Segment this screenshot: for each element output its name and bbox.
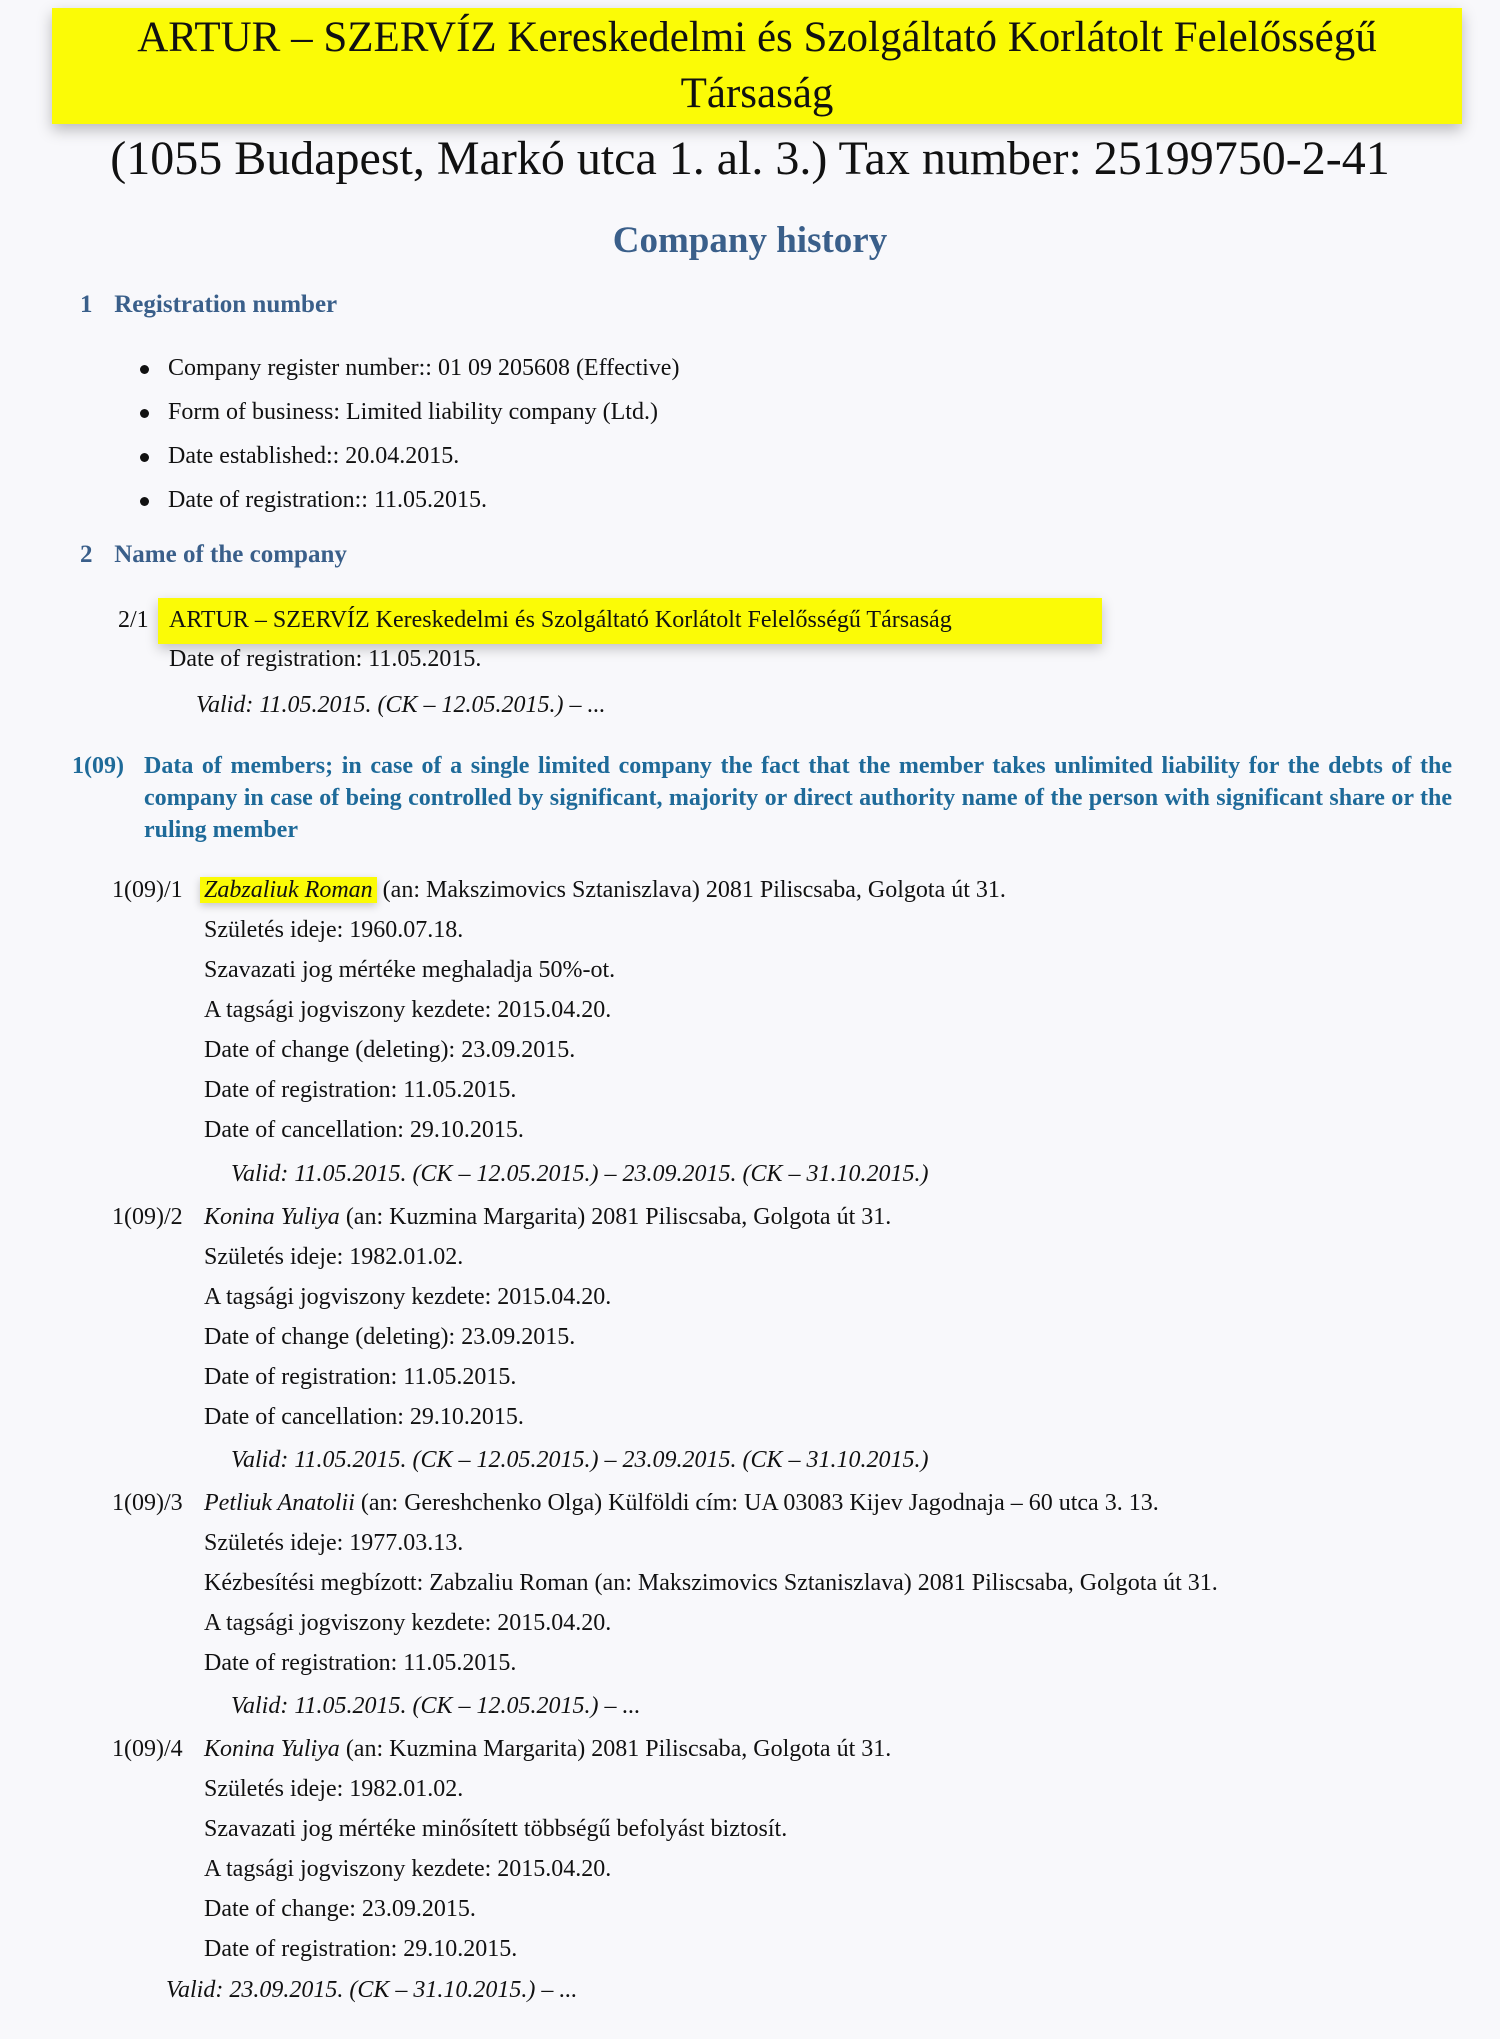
- registration-list: [140, 346, 679, 522]
- member-line: Date of cancellation: 29.10.2015.: [204, 1404, 524, 1430]
- member-line: Kézbesítési megbízott: Zabzaliu Roman (an: Makszimovics Sztaniszlava) 2081 Piliscsaba, Golgota út 31.: [204, 1570, 1218, 1596]
- member-line: A tagsági jogviszony kezdete: 2015.04.20.: [204, 997, 612, 1023]
- member-line: Date of registration: 11.05.2015.: [204, 1650, 517, 1676]
- member-number: 1(09)/3: [112, 1490, 183, 1516]
- member-line: Születés ideje: 1960.07.18.: [204, 917, 464, 943]
- entry-company-name: ARTUR – SZERVÍZ Kereskedelmi és Szolgáltató Korlátolt Felelősségű Társaság: [169, 607, 952, 633]
- list-item: Company register number:: 01 09 205608 (Effective): [140, 346, 679, 390]
- page-title: Company history: [612, 220, 888, 261]
- company-title-line2: Társaság: [680, 70, 834, 117]
- section-title: Data of members; in case of a single limited company the fact that the member takes unlimited liability for the debts of the company in case of being controlled by significant, majority or direct authority name of the person with significant share or the ruling member: [144, 753, 1452, 843]
- company-title-line1: ARTUR – SZERVÍZ Kereskedelmi és Szolgáltató Korlátolt Felelősségű: [137, 14, 1377, 61]
- member-valid: Valid: 11.05.2015. (CK – 12.05.2015.) – ...: [231, 1693, 641, 1719]
- entry-valid: Valid: 11.05.2015. (CK – 12.05.2015.) – ...: [196, 692, 606, 718]
- section-number: 1(09): [72, 753, 124, 779]
- member-line: A tagsági jogviszony kezdete: 2015.04.20.: [204, 1610, 612, 1636]
- member-line: Születés ideje: 1982.01.02.: [204, 1244, 464, 1270]
- member-line: Date of registration: 11.05.2015.: [204, 1077, 517, 1103]
- member-details: (an: Kuzmina Margarita) 2081 Piliscsaba, Golgota út 31.: [339, 1204, 892, 1230]
- member-number: 1(09)/2: [112, 1204, 183, 1230]
- member-line: Date of cancellation: 29.10.2015.: [204, 1117, 524, 1143]
- member-line: Date of change (deleting): 23.09.2015.: [204, 1037, 576, 1063]
- company-title: [52, 10, 1462, 122]
- list-item: Date of registration:: 11.05.2015.: [140, 478, 679, 522]
- member-header: [204, 1732, 891, 1766]
- member-name: Konina Yuliya: [204, 1204, 340, 1230]
- address-tax-line: (1055 Budapest, Markó utca 1. al. 3.) Tax number: 25199750-2-41: [110, 132, 1390, 185]
- member-name: Petliuk Anatolii: [204, 1490, 355, 1516]
- section-title: Registration number: [114, 291, 338, 318]
- section-title: Name of the company: [114, 541, 347, 568]
- member-line: A tagsági jogviszony kezdete: 2015.04.20.: [204, 1284, 612, 1310]
- member-line: Születés ideje: 1982.01.02.: [204, 1776, 464, 1802]
- member-details: (an: Kuzmina Margarita) 2081 Piliscsaba, Golgota út 31.: [339, 1736, 892, 1762]
- member-details: (an: Gereshchenko Olga) Külföldi cím: UA 03083 Kijev Jagodnaja – 60 utca 3. 13.: [354, 1490, 1159, 1516]
- member-header: [204, 1200, 891, 1234]
- member-valid: Valid: 11.05.2015. (CK – 12.05.2015.) – 23.09.2015. (CK – 31.10.2015.): [231, 1447, 929, 1473]
- member-name: Zabzaliuk Roman: [200, 877, 377, 903]
- list-item: Date established:: 20.04.2015.: [140, 434, 679, 478]
- list-item: Form of business: Limited liability company (Ltd.): [140, 390, 679, 434]
- member-line: A tagsági jogviszony kezdete: 2015.04.20.: [204, 1856, 612, 1882]
- member-line: Date of registration: 11.05.2015.: [204, 1364, 517, 1390]
- member-number: 1(09)/1: [112, 877, 183, 903]
- member-valid: Valid: 23.09.2015. (CK – 31.10.2015.) – ...: [166, 1977, 578, 2003]
- member-line: Date of registration: 29.10.2015.: [204, 1936, 518, 1962]
- member-line: Date of change: 23.09.2015.: [204, 1896, 476, 1922]
- member-details: (an: Makszimovics Sztaniszlava) 2081 Piliscsaba, Golgota út 31.: [376, 877, 1006, 903]
- section-number: 2: [80, 541, 93, 568]
- member-line: Szavazati jog mértéke meghaladja 50%-ot.: [204, 957, 616, 983]
- section-registration-heading: [80, 288, 337, 322]
- member-line: Date of change (deleting): 23.09.2015.: [204, 1324, 576, 1350]
- member-line: Születés ideje: 1977.03.13.: [204, 1530, 464, 1556]
- entry-number: 2/1: [118, 607, 149, 633]
- section-company-name-heading: [80, 538, 347, 572]
- member-header: [204, 873, 1006, 907]
- section-members-heading: [72, 750, 1452, 846]
- member-number: 1(09)/4: [112, 1736, 183, 1762]
- member-header: [204, 1486, 1159, 1520]
- entry-registration-date: Date of registration: 11.05.2015.: [169, 646, 482, 672]
- section-number: 1: [80, 291, 93, 318]
- member-name: Konina Yuliya: [204, 1736, 340, 1762]
- member-valid: Valid: 11.05.2015. (CK – 12.05.2015.) – 23.09.2015. (CK – 31.10.2015.): [231, 1161, 929, 1187]
- member-line: Szavazati jog mértéke minősített többségű befolyást biztosít.: [204, 1816, 788, 1842]
